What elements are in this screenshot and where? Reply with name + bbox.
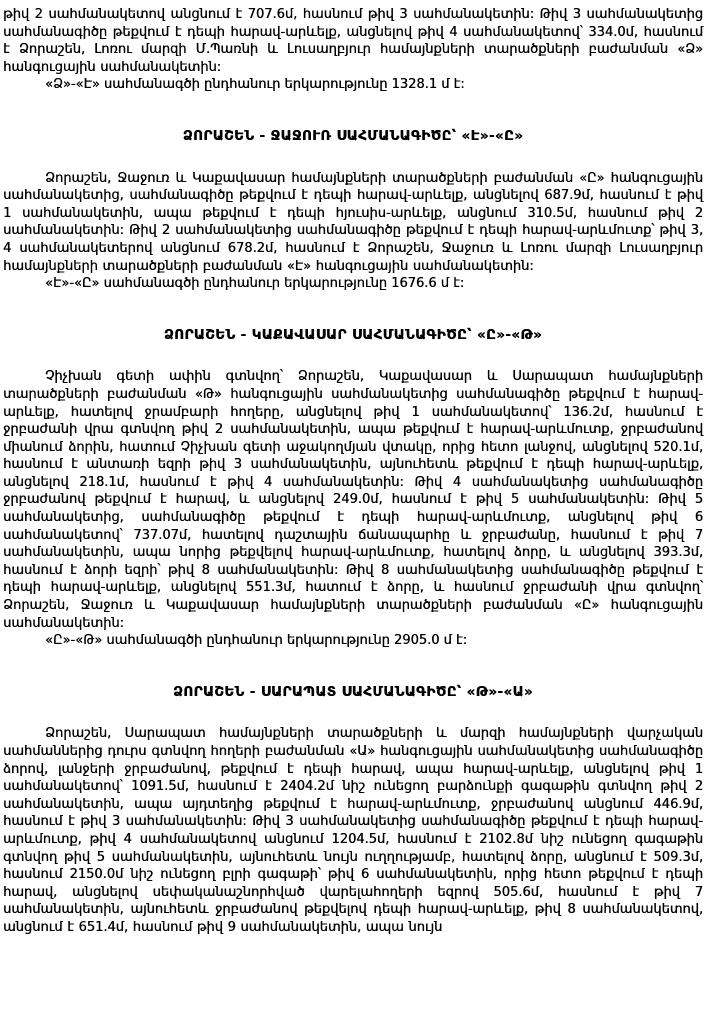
intro-continuation-paragraph: թիվ 2 սահմանակետով անցնում է 707.6մ, հասնում թիվ 3 սահմանակետին: Թիվ 3 սահմանակետից սահմանագիծը թեքվում է դեպի հարավ-արևելք, անցնելով թիվ 4 սահմանակետով՝ 334.0մ, հասնում է Ձորաշեն, Լոռու մարզի Մ.Պառնի և Լուսաղբյուր համայնքների տարածքների բաժանման «Ձ» հանգուցային սահմանակետին: [3,7,703,75]
section-title-zorashen-sarapat: ՁՈՐԱՇԵՆ - ՍԱՐԱՊԱՏ ՍԱՀՄԱՆԱԳԻԾԸ՝ «Թ»-«Ա» [172,683,534,700]
section-length-summary-zorashen-jajur: «Է»-«Ը» սահմանագծի ընդհանուր երկարությունը 1676.6 մ է: [45,276,465,292]
section-body-zorashen-sarapat: Ձորաշեն, Սարապատ համայնքների տարածքների և մարզի համայնքների վարչական սահմաններից դուրս գտնվող հողերի բաժանման «Ա» հանգուցային սահմանակետից սահմանագիծը ձորով, լանջերի ջրբաժանով, թեքվում է դեպի հարավ, ապա հարավ-արևելք, անցնելով թիվ 1 սահմանակետով՝ 1091.5մ, հասնում է 2404.2մ նիշ ունեցող բարձունքի գագաթին գտնվող թիվ 2 սահմանակետին, ապա այդտեղից թեքվում է հարավ-արևմուտք, ջրբաժանով անցնում 446.9մ, հասնում է թիվ 3 սահմանակետին: Թիվ 3 սահմանակետից սահմանագիծը թեքվում է դեպի հարավ-արևմուտք, թիվ 4 սահմանակետով անցնում 1204.5մ, հասնում է 2102.8մ նիշ ունեցող գագաթին գտնվող թիվ 5 սահմանակետին, այնուհետև նույն ուղղությամբ, հատելով ձորը, անցնում է 509.3մ, հասնում 2150.0մ նիշ ունեցող բլրի գագաթի՝ թիվ 6 սահմանակետին, որից հետո թեքվում է դեպի հարավ, անցնելով սեփականաշնորհված վարելահողերի եզրով 505.6մ, հասնում է թիվ 7 սահմանակետին, այնուհետև ջրբաժանով թեքվելով դեպի հարավ-արևելք, թիվ 8 սահմանակետով, անցնում է 651.4մ, հասնում թիվ 9 սահմանակետին, ապա նույն [3,726,703,935]
section-title-zorashen-kaqavasar: ՁՈՐԱՇԵՆ - ԿԱՔԱՎԱՍԱՐ ՍԱՀՄԱՆԱԳԻԾԸ՝ «Ը»-«Թ» [163,326,543,343]
section-body-zorashen-jajur: Ձորաշեն, Ջաջուռ և Կաքավասար համայնքների տարածքների բաժանման «Ը» հանգուցային սահմանակետից, սահմանագիծը թեքվում է դեպի հարավ-արևելք, անցնելով 687.9մ, հասնում է թիվ 1 սահմանակետին, ապա թեքվում է դեպի հյուսիս-արևելք, անցնում 310.5մ, հասնում թիվ 2 սահմանակետին: Թիվ 2 սահմանակետից սահմանագիծը թեքվում է դեպի հարավ-արևմուտք՝ թիվ 3, 4 սահմանակետերով անցնում 678.2մ, հասնում է Ձորաշեն, Ջաջուռ և Լոռու մարզի Լուսաղբյուր համայնքների տարածքների բաժանման «Է» հանգուցային սահմանակետին: [3,170,703,274]
intro-length-summary: «Ձ»-«Է» սահմանագծի ընդհանուր երկարությունը 1328.1 մ է: [45,77,465,93]
section-title-zorashen-jajur: ՁՈՐԱՇԵՆ - ՋԱՋՈՒՌ ՍԱՀՄԱՆԱԳԻԾԸ՝ «Է»-«Ը» [182,127,524,144]
section-body-zorashen-kaqavasar: Չիչխան գետի ափին գտնվող՝ Ձորաշեն, Կաքավասար և Սարապատ համայնքների տարածքների բաժանման «Թ» հանգուցային սահմանակետից սահմանագիծը թեքվում է հարավ-արևելք, հատելով ջրամբարի հողերը, անցնելով թիվ 1 սահմանակետով՝ 136.2մ, հասնում է ջրբաժանի վրա գտնվող թիվ 2 սահմանակետին, ապա թեքվում է հարավ-արևմուտք, ջրբաժանով միանում ձորին, հատում Չիչխան գետի աջակողմյան վտակը, որից հետո լանջով, անցնելով 520.1մ, հասնում է անտառի եզրի թիվ 3 սահմանակետին, այնուհետև թեքվում է դեպի հարավ-արևելք, անցնելով 218.1մ, հասնում է թիվ 4 սահմանակետին: Թիվ 4 սահմանակետից սահմանագիծը ջրբաժանով թեքվում է հարավ, և անցնելով 249.0մ, հասնում է թիվ 5 սահմանակետին: Թիվ 5 սահմանակետից, սահմանագիծը թեքվում է դեպի հարավ-արևմուտք, անցնելով թիվ 6 սահմանակետով՝ 737.07մ, հատելով դաշտային ճանապարհը և ջրբաժանը, հասնում է թիվ 7 սահմանակետին, ապա նորից թեքվելով հարավ-արևմուտք, հատելով ձորը, և անցնելով 393.3մ, հասնում է ձորի եզրի՝ թիվ 8 սահմանակետին: Թիվ 8 սահմանակետից սահմանագիծը թեքվում է դեպի հարավ-արևելք, անցնելով 551.3մ, հատում է ձորը, և հասնում ջրբաժանի վրա գտնվող՝ Ձորաշեն, Ջաջուռ և Կաքավասար համայնքների տարածքների բաժանման «Ը» հանգուցային սահմանակետին: [3,369,703,631]
section-length-summary-zorashen-kaqavasar: «Ը»-«Թ» սահմանագծի ընդհանուր երկարությունը 2905.0 մ է: [45,633,467,649]
